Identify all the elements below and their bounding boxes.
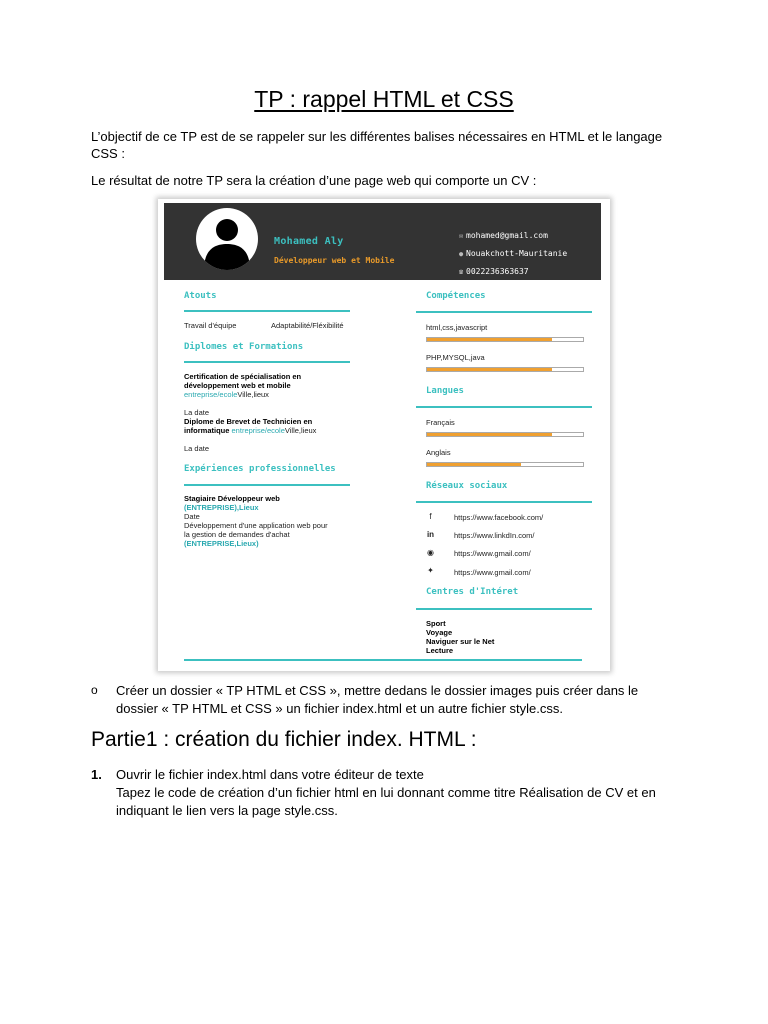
diploma-date: La date [184, 444, 210, 453]
section-heading: Partie1 : création du fichier index. HTML : [91, 728, 477, 751]
linkedin-icon: in [426, 530, 435, 539]
interets-rule [416, 608, 592, 610]
avatar-icon [196, 208, 258, 270]
diploma-date: La date [184, 408, 210, 417]
experience-company: (ENTREPRISE,Lieux) [184, 539, 259, 548]
atouts-rule [184, 310, 350, 312]
experience-heading: Expériences professionnelles [184, 464, 336, 474]
reseaux-heading: Réseaux sociaux [426, 481, 508, 491]
skill-bar [426, 337, 584, 342]
diploma-title: Certification de spécialisation en [184, 372, 302, 381]
diplomes-rule [184, 361, 350, 363]
step-line: Tapez le code de création d’un fichier html en lui donnant comme titre Réalisation de CV et en indiquant le lien vers la page style.css. [116, 785, 656, 818]
phone-icon: ☎ [459, 268, 464, 276]
cv-header [164, 203, 601, 280]
diploma-title: informatique [184, 426, 230, 435]
social-link[interactable]: https://www.linkdIn.com/ [454, 531, 535, 540]
experience-company: (ENTREPRISE),Lieux [184, 503, 259, 512]
cv-address [459, 249, 567, 258]
experience-rule [184, 484, 350, 486]
interests-list [426, 619, 494, 655]
experience-desc: Développement d'une application web pour [184, 521, 328, 530]
skill-bar-fill [427, 368, 552, 371]
interest-item: Naviguer sur le Net [426, 637, 495, 646]
diploma-entry [184, 372, 354, 453]
interest-item: Sport [426, 619, 446, 628]
social-link[interactable]: https://www.gmail.com/ [454, 549, 531, 558]
atout-item: Travail d'équipe [184, 321, 237, 330]
cv-name: Mohamed Aly [274, 236, 344, 247]
language-label: Anglais [426, 448, 451, 457]
language-bar [426, 432, 584, 437]
mail-icon: ✉ [459, 232, 464, 240]
social-link[interactable]: https://www.gmail.com/ [454, 568, 531, 577]
competences-heading: Compétences [426, 291, 486, 301]
diploma-school: entreprise/ecole [184, 390, 238, 399]
skill-label: html,css,javascript [426, 323, 488, 332]
doc-title: TP : rappel HTML et CSS [254, 86, 514, 112]
langues-rule [416, 406, 592, 408]
twitter-icon: ✦ [427, 566, 434, 575]
footer-rule [184, 659, 582, 661]
cv-email [459, 231, 548, 240]
cv-preview-image [158, 199, 610, 671]
diploma-place: Ville,lieux [284, 426, 317, 435]
interest-item: Voyage [426, 628, 453, 637]
location-pin-icon: ● [459, 250, 464, 258]
facebook-icon: f [429, 512, 432, 521]
language-bar-fill [427, 463, 521, 466]
diploma-title: Diplome de Brevet de Technicien en [184, 417, 313, 426]
language-bar [426, 462, 584, 467]
language-bar-fill [427, 433, 552, 436]
github-icon: ◉ [427, 548, 434, 557]
skill-bar-fill [427, 338, 552, 341]
skill-bar [426, 367, 584, 372]
experience-entry [184, 494, 364, 548]
step-number: 1. [91, 767, 102, 782]
cv-email-text: mohamed@gmail.com [466, 231, 548, 240]
step-paragraph [116, 766, 696, 820]
experience-role: Stagiaire Développeur web [184, 494, 280, 503]
interets-heading: Centres d'Intéret [426, 587, 519, 597]
step-line: Ouvrir le fichier index.html dans votre éditeur de texte [116, 767, 424, 782]
diploma-place: Ville,lieux [237, 390, 269, 399]
bullet-marker: o [91, 683, 98, 697]
experience-desc: la gestion de demandes d'achat [184, 530, 290, 539]
competences-rule [416, 311, 592, 313]
diplomes-heading: Diplomes et Formations [184, 342, 304, 352]
langues-heading: Langues [426, 386, 464, 396]
atouts-heading: Atouts [184, 291, 217, 301]
social-link[interactable]: https://www.facebook.com/ [454, 513, 544, 522]
interest-item: Lecture [426, 646, 454, 655]
result-paragraph: Le résultat de notre TP sera la création d’une page web qui comporte un CV : [91, 173, 537, 188]
cv-phone-text: 0022236363637 [466, 267, 529, 276]
cv-job-title: Développeur web et Mobile [274, 256, 395, 265]
diploma-school: entreprise/ecole [231, 426, 285, 435]
experience-date: Date [184, 512, 200, 521]
cv-address-text: Nouakchott-Mauritanie [466, 249, 568, 258]
diploma-title: développement web et mobile [184, 381, 291, 390]
cv-phone [459, 267, 529, 276]
skill-label: PHP,MYSQL,java [426, 353, 485, 362]
intro-paragraph: L’objectif de ce TP est de se rappeler sur les différentes balises nécessaires en HTML et le langage CSS : [91, 129, 663, 161]
language-label: Français [426, 418, 455, 427]
atout-item: Adaptabilité/Fléxibilité [271, 321, 344, 330]
bullet-paragraph: Créer un dossier « TP HTML et CSS », mettre dedans le dossier images puis créer dans le dossier « TP HTML et CSS » un fichier index.html et un autre fichier style.css. [116, 683, 639, 716]
reseaux-rule [416, 501, 592, 503]
